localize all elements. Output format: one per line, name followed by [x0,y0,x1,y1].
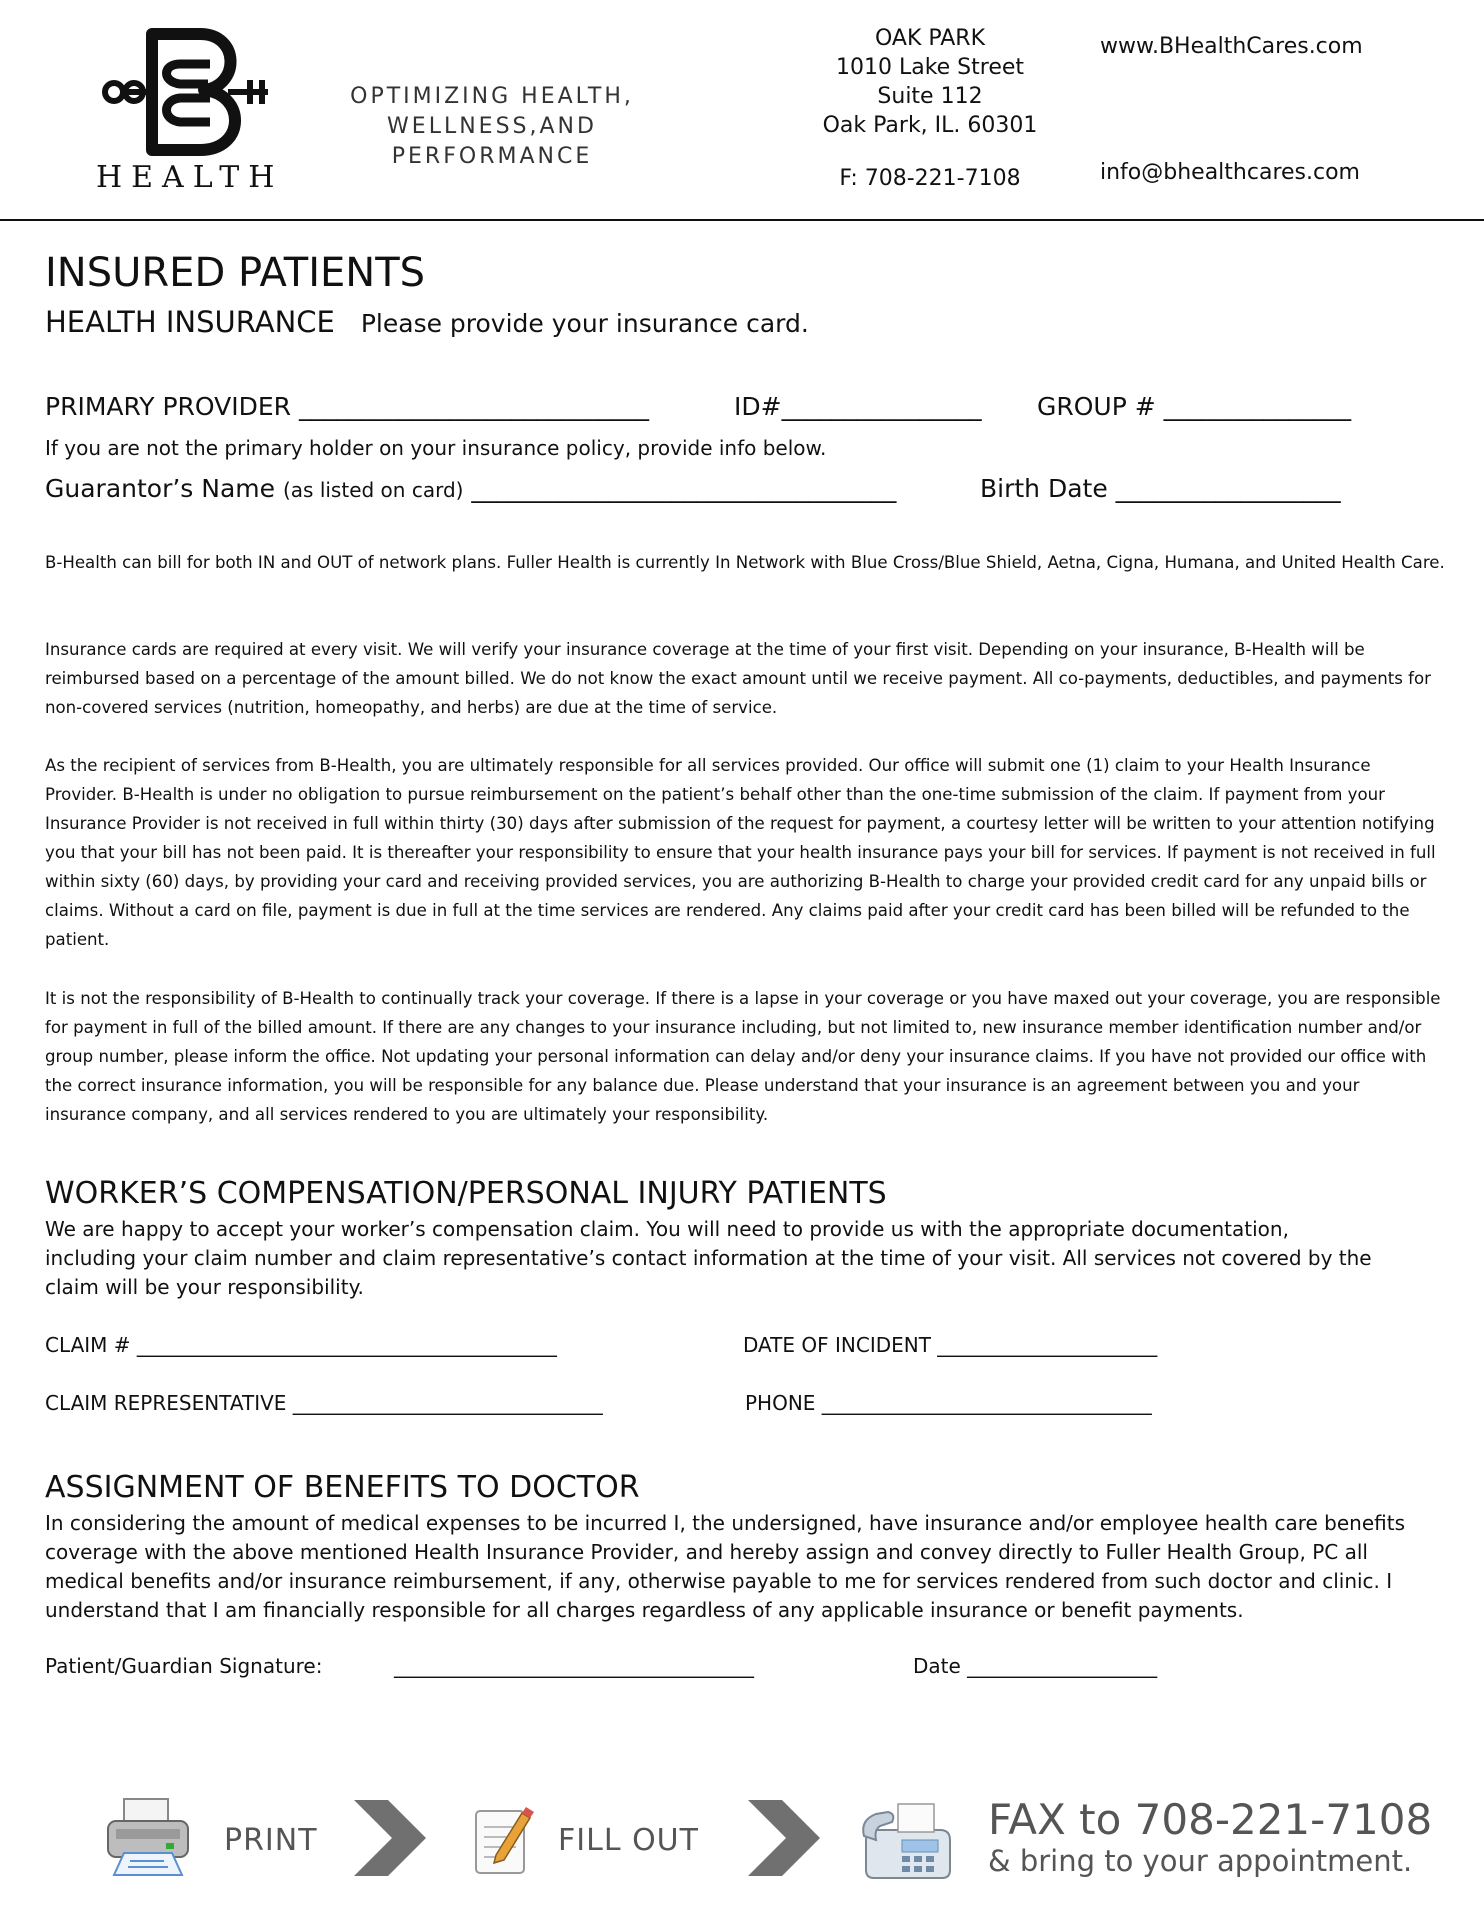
logo-wordmark: HEALTH [96,160,284,195]
tagline-line2: WELLNESS,AND PERFORMANCE [387,114,597,169]
insurance-cards-paragraph: Insurance cards are required at every visit. We will verify your insurance coverage at the time of your first visit. Depending on your insurance, B-Health will be reimbursed based on a percentage of the amount billed. We do not know the exact amount until we receive payment. All co-payments, deductibles, and payments for non-covered services (nutrition, homeopathy, and herbs) are due at the time of service. [45,640,1431,717]
responsibility-paragraph: As the recipient of services from B-Health, you are ultimately responsible for all services provided. Our office will submit one (1) claim to your Health Insurance Provider. B-Health is under no obligation to pursue reimbursement on the patient’s behalf other than the one-time submission of the claim. If payment from your Insurance Provider is not received in full within thirty (30) days after submission of the request for payment, a courtesy letter will be written to your attention notifying you that your bill has not been paid. It is thereafter your responsibility to ensure that your health insurance pays your bill for services. If payment is not received in full within sixty (60) days, by providing your card and receiving provided services, you are authorizing B-Health to charge your provided credit card for any unpaid bills or claims. Without a card on file, payment is due in full at the time services are rendered. Any claims paid after your credit card has been billed will be refunded to the patient. [45,756,1436,949]
group-field[interactable]: GROUP # _______________ [1037,392,1352,421]
claim-number-field[interactable]: CLAIM # __________________________________________ [45,1333,557,1357]
workers-comp-heading: WORKER’S COMPENSATION/PERSONAL INJURY PATIENTS [45,1176,887,1211]
phone-field[interactable]: PHONE _________________________________ [745,1391,1152,1415]
signature-line[interactable]: ____________________________________ [394,1654,754,1678]
id-field[interactable]: ID#________________ [734,392,982,421]
signature-label: Patient/Guardian Signature: [45,1654,323,1678]
fax-number: F: 708-221-7108 [839,166,1021,191]
holder-note: If you are not the primary holder on your insurance policy, provide info below. [45,436,827,460]
health-insurance-heading [45,305,809,339]
notepad-pencil-icon [472,1805,534,1877]
suite: Suite 112 [877,84,983,109]
signature-date-field[interactable]: Date ___________________ [913,1654,1158,1678]
guarantor-line[interactable]: __________________________________ [471,474,897,503]
network-paragraph: B-Health can bill for both IN and OUT of network plans. Fuller Health is currently In Network with Blue Cross/Blue Shield, Aetna, Cigna, Humana, and United Health Care. [45,553,1445,572]
assignment-text: In considering the amount of medical expenses to be incurred I, the undersigned, have insurance and/or employee health care benefits coverage with the above mentioned Health Insurance Provider, and hereby assign and convey directly to Fuller Health Group, PC all medical benefits and/or insurance reimbursement, if any, otherwise payable to me for services rendered from such doctor and clinic. I understand that I am financially responsible for all charges regardless of any applicable insurance or benefit payments. [45,1511,1406,1622]
insured-patients-heading: INSURED PATIENTS [45,250,426,296]
print-step: PRINT [224,1823,318,1858]
primary-provider-field[interactable]: PRIMARY PROVIDER ____________________________ [45,392,650,421]
chevron-right-icon [748,1800,820,1876]
b-health-logo [100,28,272,156]
claim-representative-field[interactable]: CLAIM REPRESENTATIVE _______________________________ [45,1391,603,1415]
guarantor-paren: (as listed on card) [282,478,464,502]
birth-date-field[interactable]: Birth Date __________________ [980,474,1341,503]
location-name: OAK PARK [874,26,986,51]
fax-machine-icon [858,1800,958,1882]
guarantor-label: Guarantor’s Name [45,474,276,503]
fill-out-step: FILL OUT [558,1823,699,1858]
tagline-line1: OPTIMIZING HEALTH, [350,84,634,109]
tagline [282,82,702,172]
chevron-right-icon [354,1800,426,1876]
coverage-paragraph: It is not the responsibility of B-Health to continually track your coverage. If there is a lapse in your coverage or you have maxed out your coverage, you are responsible for payment in full of the billed amount. If there are any changes to your insurance including, but not limited to, new insurance member identification number and/or group number, please inform the office. Not updating your personal information can delay and/or deny your insurance claims. If you have not provided our office with the correct insurance information, you will be responsible for any balance due. Please understand that your insurance is an agreement between you and your insurance company, and all services rendered to you are ultimately your responsibility. [45,989,1441,1124]
insurance-card-note: Please provide your insurance card. [360,309,809,338]
city: Oak Park, IL. 60301 [822,113,1038,138]
date-of-incident-field[interactable]: DATE OF INCIDENT ______________________ [743,1333,1158,1357]
header-divider [0,219,1484,221]
printer-icon [102,1795,194,1879]
website-link[interactable]: www.BHealthCares.com [1100,34,1363,59]
street: 1010 Lake Street [835,55,1025,80]
clinic-address [800,24,1060,140]
fax-instruction: FAX to 708-221-7108 [988,1795,1433,1844]
email-link[interactable]: info@bhealthcares.com [1100,160,1360,185]
assignment-heading: ASSIGNMENT OF BENEFITS TO DOCTOR [45,1470,640,1505]
guarantor-field[interactable] [45,474,896,503]
health-insurance-title: HEALTH INSURANCE [45,305,335,339]
bring-to-appointment-note: & bring to your appointment. [988,1844,1413,1878]
workers-comp-text: We are happy to accept your worker’s compensation claim. You will need to provide us with the appropriate documentation, including your claim number and claim representative’s contact information at the time of your visit. All services not covered by the claim will be your responsibility. [45,1217,1372,1299]
